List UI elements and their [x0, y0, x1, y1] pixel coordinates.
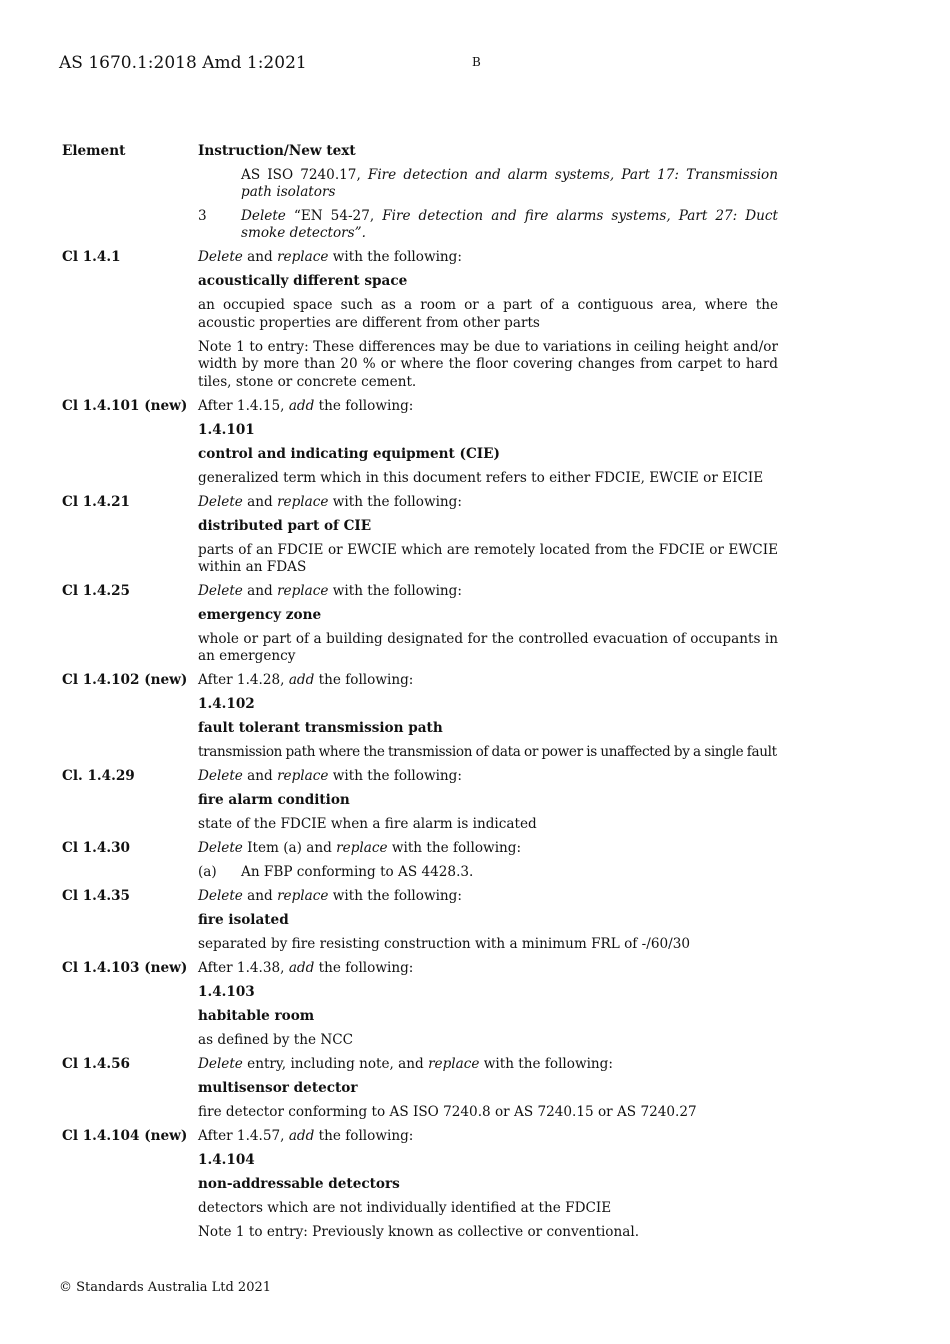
definition-text: separated by fire resisting construction with a minimum FRL of -/60/30	[198, 936, 690, 953]
defined-term: fault tolerant transmission path	[198, 720, 443, 737]
element-column-header: Element	[62, 143, 126, 159]
definition-text: fire detector conforming to AS ISO 7240.8 or AS 7240.15 or AS 7240.27	[198, 1104, 697, 1121]
table-row	[62, 1128, 778, 1145]
clause-number: 1.4.103	[198, 984, 255, 1001]
defined-term: fire isolated	[198, 912, 289, 929]
defined-term: fire alarm condition	[198, 792, 350, 809]
defined-term: emergency zone	[198, 607, 322, 624]
clause-number: 1.4.104	[198, 1152, 255, 1169]
table-row	[62, 494, 778, 511]
definition-text: parts of an FDCIE or EWCIE which are remotely located from the FDCIE or EWCIE within an FDAS	[198, 541, 778, 576]
clause-reference: Cl 1.4.101 (new)	[62, 397, 188, 414]
clause-number: 1.4.101	[198, 421, 255, 438]
defined-term: non-addressable detectors	[198, 1176, 400, 1193]
clause-reference: Cl 1.4.25	[62, 583, 131, 600]
defined-term: multisensor detector	[198, 1080, 358, 1097]
instruction-text: Delete and replace with the following:	[198, 249, 462, 266]
clause-reference: Cl 1.4.104 (new)	[62, 1128, 188, 1145]
instruction-text: Delete and replace with the following:	[198, 888, 462, 905]
instruction-text: After 1.4.15, add the following:	[198, 397, 414, 414]
definition-text: whole or part of a building designated for the controlled evacuation of occupants in an emergency	[198, 631, 778, 665]
clause-reference: Cl 1.4.56	[62, 1056, 131, 1073]
table-row	[62, 672, 778, 689]
table-row	[62, 960, 778, 977]
reference-entry: AS ISO 7240.17, Fire detection and alarm systems, Part 17: Transmission path isolators	[241, 166, 778, 200]
clause-reference: Cl 1.4.21	[62, 493, 131, 510]
table-header-row	[62, 143, 778, 160]
table-row	[62, 249, 778, 266]
instruction-text: Delete and replace with the following:	[198, 583, 462, 600]
definition-text: transmission path where the transmission of data or power is unaffected by a single fault	[198, 744, 777, 761]
definition-text: detectors which are not individually identified at the FDCIE	[198, 1200, 612, 1217]
document-header-title: AS 1670.1:2018 Amd 1:2021	[59, 53, 307, 73]
clause-reference: Cl. 1.4.29	[62, 768, 135, 785]
instruction-text: After 1.4.57, add the following:	[198, 1128, 414, 1145]
clause-reference: Cl 1.4.1	[62, 249, 121, 266]
amendment-table	[62, 143, 778, 1248]
table-row	[62, 208, 778, 243]
list-item: (a) An FBP conforming to AS 4428.3.	[198, 864, 474, 881]
note-text: Note 1 to entry: Previously known as collective or conventional.	[198, 1224, 640, 1241]
definition-text: as defined by the NCC	[198, 1032, 354, 1049]
header-mark: B	[472, 55, 481, 69]
defined-term: acoustically different space	[198, 273, 408, 290]
definition-text: state of the FDCIE when a fire alarm is indicated	[198, 816, 537, 833]
table-row	[62, 840, 778, 857]
instruction-column-header: Instruction/New text	[198, 143, 356, 159]
definition-text: generalized term which in this document refers to either FDCIE, EWCIE or EICIE	[198, 469, 764, 486]
instruction-text: After 1.4.38, add the following:	[198, 960, 414, 977]
instruction-text: Delete and replace with the following:	[198, 768, 462, 785]
clause-reference: Cl 1.4.30	[62, 840, 131, 857]
defined-term: distributed part of CIE	[198, 517, 372, 534]
table-row	[62, 398, 778, 415]
clause-reference: Cl 1.4.103 (new)	[62, 960, 188, 977]
copyright-footer: © Standards Australia Ltd 2021	[59, 1280, 272, 1295]
instruction-text: Delete Item (a) and replace with the following:	[198, 840, 522, 857]
instruction-text: After 1.4.28, add the following:	[198, 672, 414, 689]
table-row	[62, 167, 778, 202]
numbered-item: 3 Delete “EN 54-27, Fire detection and fire alarms systems, Part 27: Duct smoke detectors”.	[198, 208, 778, 242]
instruction-text: Delete entry, including note, and replace with the following:	[198, 1056, 613, 1073]
defined-term: habitable room	[198, 1008, 315, 1025]
table-row	[62, 583, 778, 600]
table-row	[62, 1056, 778, 1073]
clause-reference: Cl 1.4.35	[62, 888, 131, 905]
clause-number: 1.4.102	[198, 696, 255, 713]
table-row	[62, 888, 778, 905]
defined-term: control and indicating equipment (CIE)	[198, 445, 500, 462]
definition-text: an occupied space such as a room or a part of a contiguous area, where the acoustic properties are different from other parts	[198, 297, 778, 331]
instruction-text: Delete and replace with the following:	[198, 493, 462, 510]
note-text: Note 1 to entry: These differences may be due to variations in ceiling height and/or width by more than 20 % or where the floor covering changes from carpet to hard tiles, stone or concrete cement.	[198, 338, 778, 390]
table-row	[62, 768, 778, 785]
clause-reference: Cl 1.4.102 (new)	[62, 672, 188, 689]
